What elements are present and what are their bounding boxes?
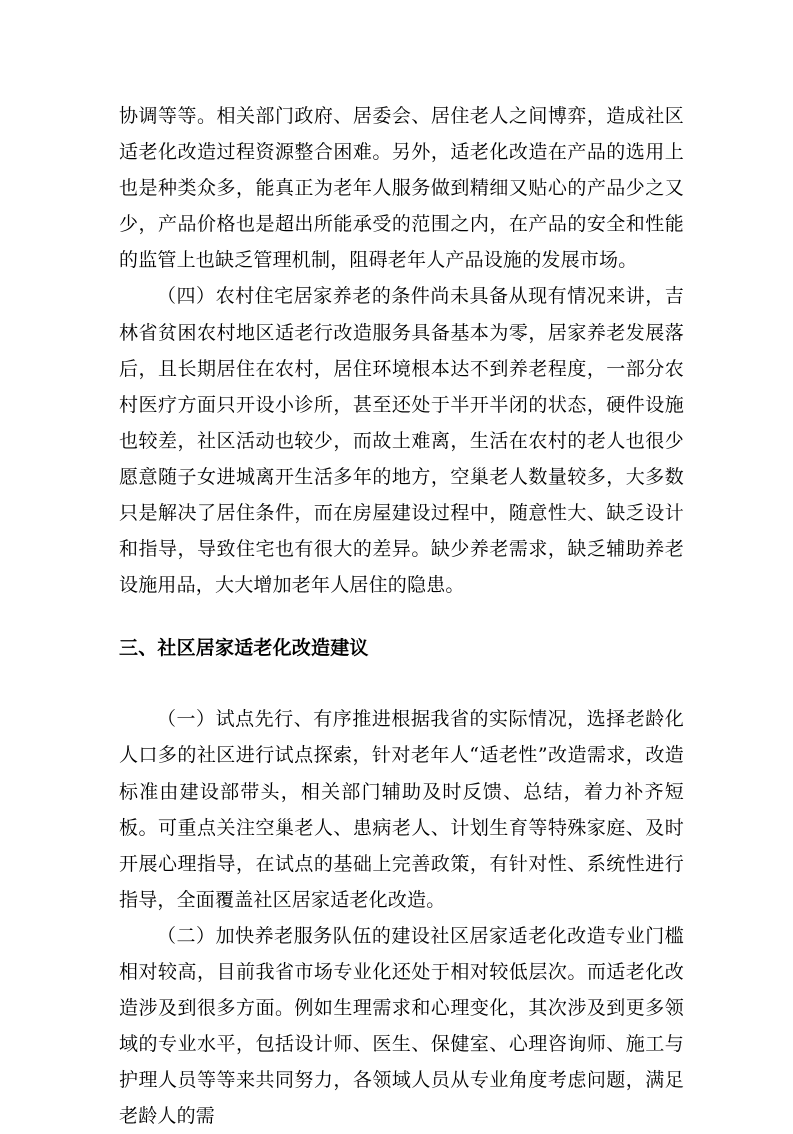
paragraph-rural-coordination: 协调等等。相关部门政府、居委会、居住老人之间博弈，造成社区适老化改造过程资源整合困难。另外，适老化改造在产品的选用上也是种类众多，能真正为老年人服务做到精细又贴心的产品少之又少，产品价格也是超出所能承受的范围之内，在产品的安全和性能的监管上也缺乏管理机制，阻碍老年人产品设施的发展市场。 (119, 105, 684, 272)
paragraph-rural-housing: （四）农村住宅居家养老的条件尚未具备从现有情况来讲，吉林省贫困农村地区适老行改造服务具备基本为零，居家养老发展落后，且长期居住在农村，居住环境根本达不到养老程度，一部分农村医疗方面只开设小诊所，甚至还处于半开半闭的状态，硬件设施也较差，社区活动也较少，而故土难离，生活在农村的老人也很少愿意随子女进城离开生活多年的地方，空巢老人数量较多，大多数只是解决了居住条件，而在房屋建设过程中，随意性大、缺乏设计和指导，导致住宅也有很大的差异。缺少养老需求，缺乏辅助养老设施用品，大大增加老年人居住的隐患。 (119, 285, 684, 597)
document-body (119, 98, 684, 1134)
section-heading: 三、社区居家适老化改造建议 (119, 637, 369, 660)
paragraph-pilot-first: （一）试点先行、有序推进根据我省的实际情况，选择老龄化人口多的社区进行试点探索，针对老年人“适老性”改造需求，改造标准由建设部带头，相关部门辅助及时反馈、总结，着力补齐短板。可重点关注空巢老人、患病老人、计划生育等特殊家庭、及时开展心理指导，在试点的基础上完善政策，有针对性、系统性进行指导，全面覆盖社区居家适老化改造。 (119, 708, 684, 911)
paragraph-service-team: （二）加快养老服务队伍的建设社区居家适老化改造专业门槛相对较高，目前我省市场专业化还处于相对较低层次。而适老化改造涉及到很多方面。例如生理需求和心理变化，其次涉及到更多领域的专业水平，包括设计师、医生、保健室、心理咨询师、施工与护理人员等等来共同努力，各领域人员从专业角度考虑问题，满足老龄人的需 (119, 924, 684, 1128)
